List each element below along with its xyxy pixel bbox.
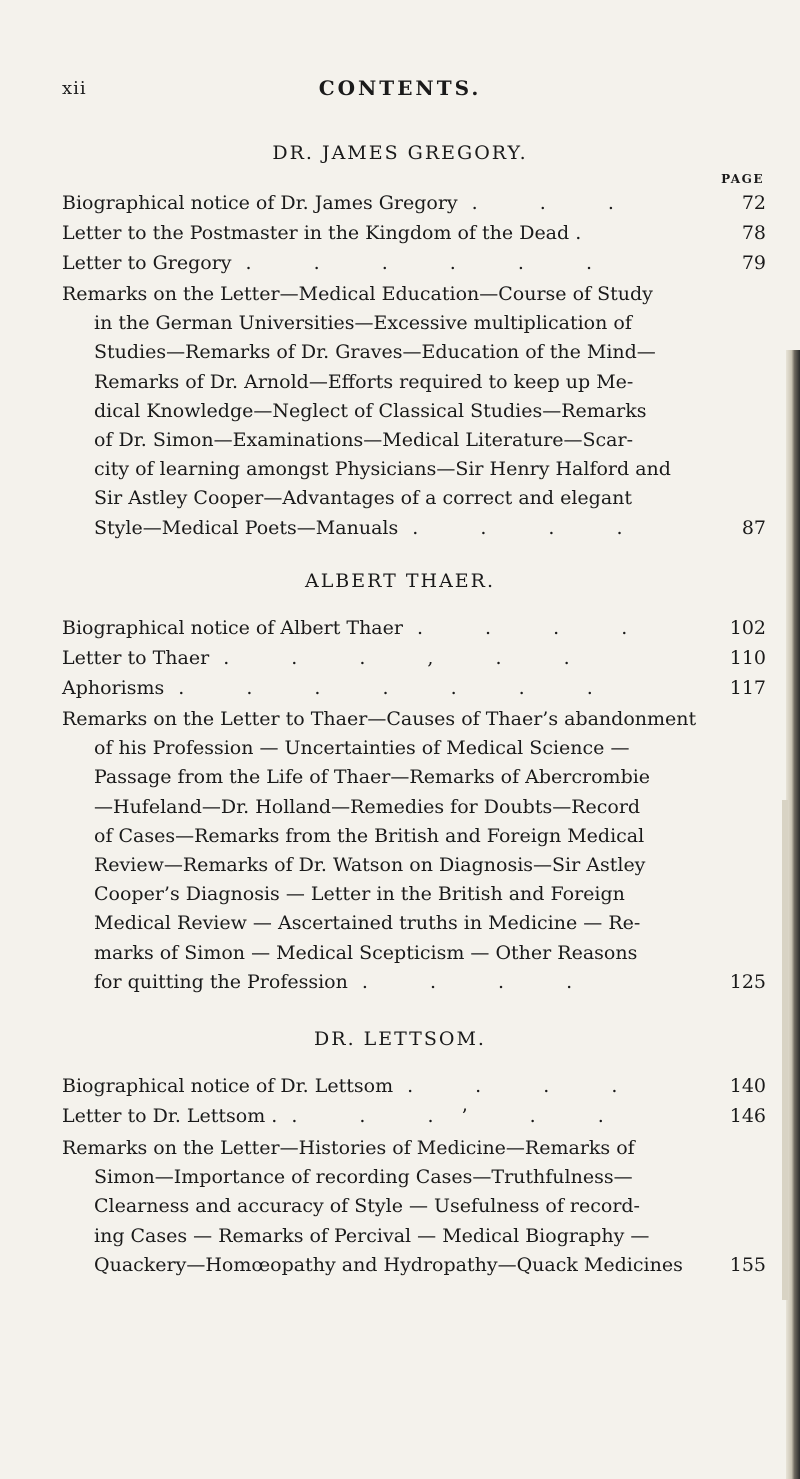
leader-dots: . . . . [407,1075,646,1097]
entry-page: 87 [741,516,766,539]
para-last-line [62,514,766,543]
para-line: Studies—Remarks of Dr. Graves—Education of the Mind— [94,341,656,364]
toc-entry[interactable] [62,647,766,669]
leader-dots: . . . . [361,970,601,993]
entry-page: 102 [729,617,766,639]
entry-page: 117 [729,677,766,699]
toc-entry[interactable] [62,677,766,699]
para-line: Remarks of Dr. Arnold—Efforts required to keep up Me- [94,370,634,393]
para-last-line [62,968,766,997]
leader-dots: . . . . . . . [178,677,621,699]
para-line: of his Profession — Uncertainties of Medical Science — [94,737,630,760]
entry-text: Letter to the Postmaster in the Kingdom of the Dead . [62,222,582,244]
entry-text: Letter to Thaer [62,647,210,669]
page-folio: xii [62,78,87,99]
toc-entry[interactable] [62,1075,766,1097]
para-line: Quackery—Homœopathy and Hydropathy—Quack Medicines [94,1253,683,1276]
running-title: CONTENTS. [318,76,482,100]
leader-dots: . . . . [416,617,656,639]
toc-entry[interactable] [62,1105,766,1127]
leader-dots: . . . . [412,516,651,539]
entry-text: Letter to Gregory [62,252,232,274]
leader-dots: . . .’ . . [291,1105,632,1127]
para-line: —Hufeland—Dr. Holland—Remedies for Doubts—Record [94,795,641,818]
para-line: city of learning amongst Physicians—Sir Henry Halford and [94,458,671,481]
page-edge-shadow [786,350,800,1479]
toc-paragraph[interactable] [62,280,766,543]
entry-page: 155 [729,1253,766,1276]
para-line: ing Cases — Remarks of Percival — Medical Biography — [94,1224,650,1247]
para-line: Passage from the Life of Thaer—Remarks of Abercrombie [94,766,651,789]
section-title-lettsom: DR. LETTSOM. [314,1028,486,1050]
toc-entry[interactable] [62,252,766,274]
page-column-label: PAGE [721,172,764,186]
page-edge-strip [782,800,788,1300]
para-line: Style—Medical Poets—Manuals [94,516,399,539]
entry-text: Biographical notice of Albert Thaer [62,617,403,639]
para-line: Clearness and accuracy of Style — Usefulness of record- [94,1195,640,1218]
toc-paragraph[interactable] [62,1134,766,1280]
section-title-gregory: DR. JAMES GREGORY. [272,142,528,164]
para-line: Remarks on the Letter—Medical Education—Course of Study [62,283,653,305]
toc-entry[interactable] [62,617,766,639]
para-line: dical Knowledge—Neglect of Classical Studies—Remarks [94,399,647,422]
entry-text: Biographical notice of Dr. James Gregory [62,192,458,214]
leader-dots: . . . [471,192,642,214]
entry-page: 125 [729,970,766,993]
entry-text: Letter to Dr. Lettsom . [62,1105,278,1127]
para-line: for quitting the Profession [94,970,348,993]
entry-page: 72 [741,192,766,214]
para-line: Remarks on the Letter to Thaer—Causes of Thaer’s abandonment [62,708,697,730]
para-line: of Cases—Remarks from the British and Foreign Medical [94,824,645,847]
section-title-thaer: ALBERT THAER. [304,570,496,592]
para-line: in the German Universities—Excessive multiplication of [94,312,632,335]
toc-entry[interactable] [62,222,766,244]
entry-page: 140 [729,1075,766,1097]
para-line: of Dr. Simon—Examinations—Medical Literature—Scar- [94,429,634,452]
para-line: marks of Simon — Medical Scepticism — Other Reasons [94,941,638,964]
toc-paragraph[interactable] [62,705,766,997]
para-last-line [62,1251,766,1280]
entry-page: 146 [729,1105,766,1127]
entry-text: Biographical notice of Dr. Lettsom [62,1075,394,1097]
entry-text: Aphorisms [62,677,165,699]
para-line: Medical Review — Ascertained truths in Medicine — Re- [94,912,641,935]
para-line: Sir Astley Cooper—Advantages of a correct and elegant [94,487,633,510]
para-line: Cooper’s Diagnosis — Letter in the British and Foreign [94,883,625,906]
para-line: Remarks on the Letter—Histories of Medicine—Remarks of [62,1137,635,1159]
entry-page: 79 [741,252,766,274]
para-line: Review—Remarks of Dr. Watson on Diagnosis—Sir Astley [94,854,646,877]
entry-page: 78 [741,222,766,244]
leader-dots: . . . . . . [245,252,620,274]
leader-dots: . . . , . . [223,647,598,669]
toc-entry[interactable] [62,192,766,214]
para-line: Simon—Importance of recording Cases—Truthfulness— [94,1166,633,1189]
entry-page: 110 [729,647,766,669]
